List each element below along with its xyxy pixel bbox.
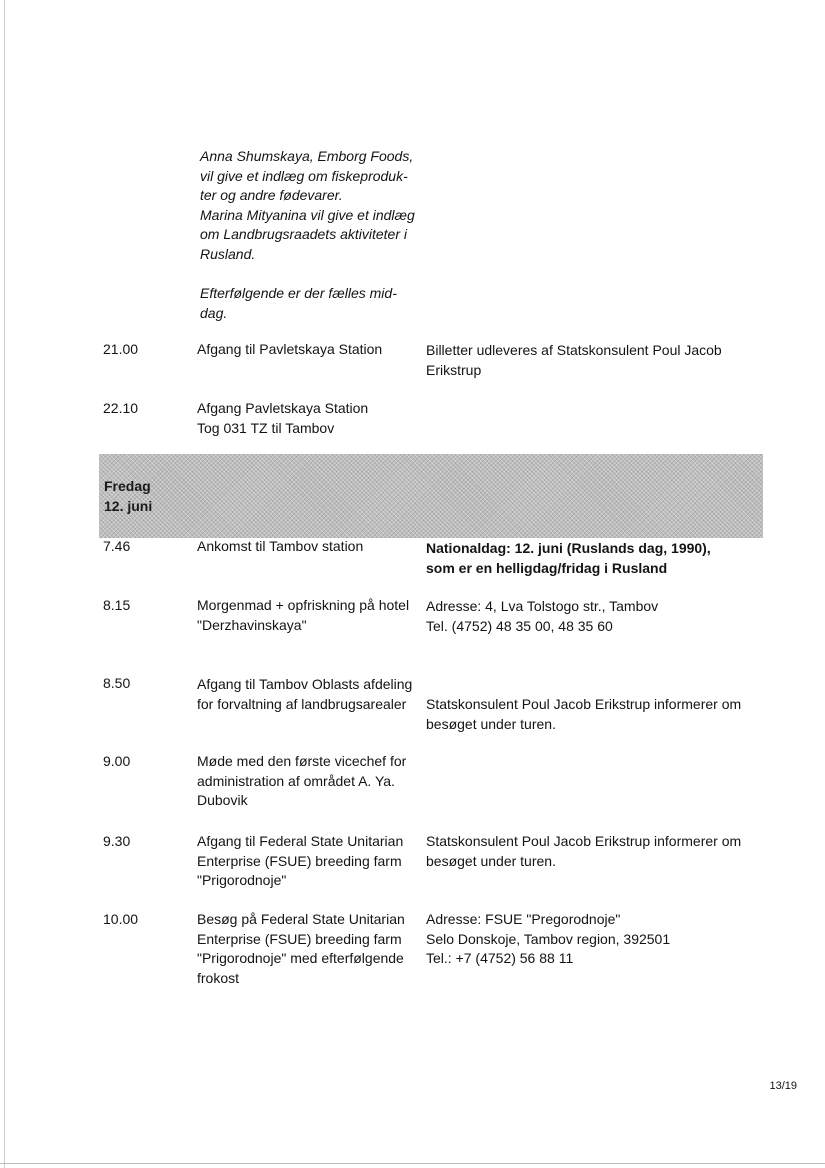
activity-line: Afgang til Tambov Oblasts afdeling — [197, 676, 413, 692]
row-note — [426, 832, 771, 871]
row-time: 9.30 — [103, 833, 131, 849]
intro-line: Marina Mityanina vil give et indlæg — [200, 206, 415, 223]
activity-line: "Prigorodnoje" — [197, 872, 287, 888]
note-line: Erikstrup — [426, 361, 482, 378]
note-line: Nationaldag: 12. juni (Ruslands dag, 1990), — [426, 540, 711, 556]
note-line: Tel.: +7 (4752) 56 88 11 — [426, 950, 574, 966]
note-line: som er en helligdag/fridag i Rusland — [426, 559, 668, 576]
intro-line: vil give et indlæg om fiskeproduk- — [200, 167, 408, 184]
row-activity — [197, 340, 415, 360]
activity-line: Møde med den første vicechef for — [197, 753, 407, 769]
activity-line: Enterprise (FSUE) breeding farm — [197, 852, 402, 869]
row-time: 21.00 — [103, 341, 139, 357]
row-time: 10.00 — [103, 911, 139, 927]
activity-line: Afgang til Pavletskaya Station — [197, 341, 383, 357]
row-time: 22.10 — [103, 400, 139, 416]
note-line: Adresse: FSUE "Pregorodnoje" — [426, 911, 621, 927]
row-activity — [197, 537, 415, 557]
activity-line: Tog 031 TZ til Tambov — [197, 419, 335, 436]
row-time: 9.00 — [103, 753, 131, 769]
row-time: 8.15 — [103, 597, 131, 613]
row-activity — [197, 910, 415, 988]
intro-line: Anna Shumskaya, Emborg Foods, — [200, 148, 414, 164]
row-time: 7.46 — [103, 538, 131, 554]
note-line: besøget under turen. — [426, 852, 556, 869]
intro-paragraph-dinner — [200, 284, 430, 323]
activity-line: "Derzhavinskaya" — [197, 616, 307, 633]
page-number: 13/19 — [769, 1080, 797, 1092]
row-note-national-day — [426, 539, 771, 578]
note-line: Statskonsulent Poul Jacob Erikstrup informerer om — [426, 696, 742, 712]
row-activity — [197, 596, 415, 635]
note-line: besøget under turen. — [426, 715, 556, 732]
activity-line: Dubovik — [197, 792, 248, 808]
day-date: 12. juni — [104, 498, 153, 514]
row-activity — [197, 675, 415, 714]
row-time: 8.50 — [103, 675, 131, 691]
note-line: Billetter udleveres af Statskonsulent Poul Jacob — [426, 342, 722, 358]
activity-line: Afgang til Federal State Unitarian — [197, 833, 404, 849]
intro-line: Efterfølgende er der fælles mid- — [200, 285, 397, 301]
activity-line: Morgenmad + opfriskning på hotel — [197, 597, 410, 613]
row-note — [426, 597, 771, 636]
intro-line: ter og andre fødevarer. — [200, 187, 343, 203]
day-header-bar — [99, 454, 763, 538]
intro-block — [200, 147, 430, 343]
row-activity — [197, 832, 415, 891]
intro-line: Rusland. — [200, 245, 256, 262]
activity-line: for forvaltning af landbrugsarealer — [197, 695, 407, 712]
activity-line: Enterprise (FSUE) breeding farm — [197, 930, 402, 947]
row-note — [426, 341, 771, 380]
row-activity — [197, 752, 415, 811]
note-line: Tel. (4752) 48 35 00, 48 35 60 — [426, 617, 613, 634]
activity-line: Besøg på Federal State Unitarian — [197, 911, 405, 927]
intro-paragraph-speakers — [200, 147, 430, 264]
day-header-label — [104, 476, 152, 516]
scan-edge — [4, 0, 5, 1168]
activity-line: "Prigorodnoje" med efterfølgende — [197, 950, 404, 966]
note-line: Selo Donskoje, Tambov region, 392501 — [426, 930, 671, 947]
activity-line: Ankomst til Tambov station — [197, 538, 364, 554]
note-line: Adresse: 4, Lva Tolstogo str., Tambov — [426, 598, 659, 614]
intro-line: om Landbrugsraadets aktiviteter i — [200, 226, 407, 242]
activity-line: Afgang Pavletskaya Station — [197, 400, 369, 416]
row-activity — [197, 399, 415, 438]
activity-line: frokost — [197, 969, 240, 986]
row-note — [426, 695, 771, 734]
intro-line: dag. — [200, 304, 228, 321]
scan-edge — [0, 1163, 825, 1164]
day-weekday: Fredag — [104, 478, 151, 494]
row-note — [426, 910, 771, 969]
activity-line: administration af området A. Ya. — [197, 772, 395, 789]
note-line: Statskonsulent Poul Jacob Erikstrup informerer om — [426, 833, 742, 849]
